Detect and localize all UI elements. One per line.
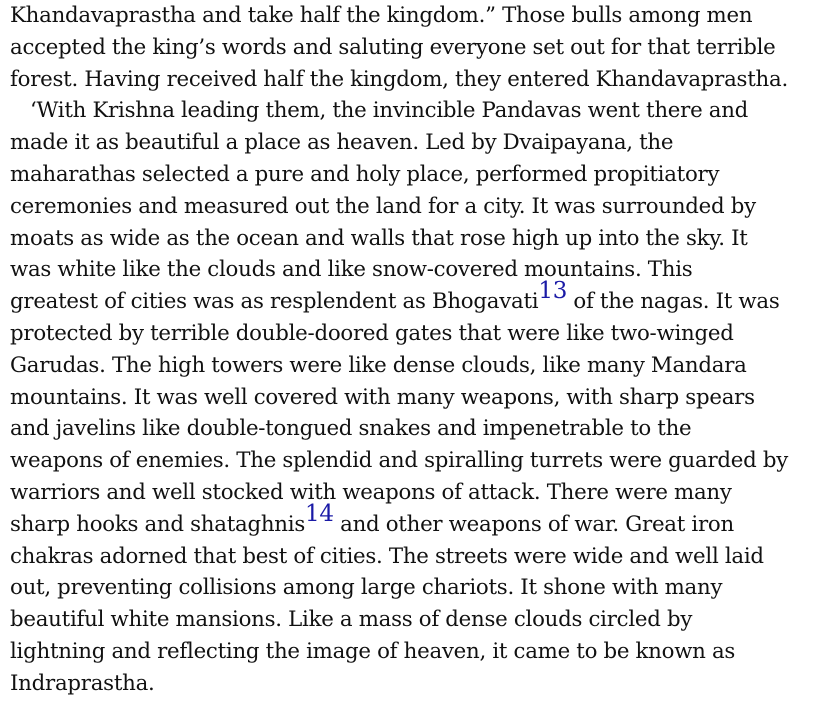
text-line: lightning and reflecting the image of heaven, it came to be known as	[10, 638, 736, 664]
text-segment: of the nagas. It was	[567, 289, 780, 315]
text-line-with-footnote	[10, 278, 832, 318]
text-line: made it as beautiful a place as heaven. Led by Dvaipayana, the	[10, 130, 674, 156]
text-line: Khandavaprastha and take half the kingdom.” Those bulls among men	[10, 3, 753, 28]
text-line: maharathas selected a pure and holy place, performed propitiatory	[10, 161, 720, 187]
paragraph-start-line: ‘With Krishna leading them, the invincible Pandavas went there and	[30, 98, 749, 124]
text-line: weapons of enemies. The splendid and spiralling turrets were guarded by	[10, 448, 788, 474]
text-line: mountains. It was well covered with many weapons, with sharp spears	[10, 384, 755, 410]
text-line: warriors and well stocked with weapons of attack. There were many	[10, 479, 732, 505]
text-segment: and other weapons of war. Great iron	[333, 511, 734, 537]
text-line: moats as wide as the ocean and walls that rose high up into the sky. It	[10, 225, 748, 251]
text-line: out, preventing collisions among large chariots. It shone with many	[10, 575, 723, 601]
text-segment: greatest of cities was as resplendent as Bhogavati	[10, 289, 539, 315]
book-page-text	[10, 0, 832, 700]
text-segment: sharp hooks and shataghnis	[10, 511, 306, 537]
footnote-link-13[interactable]: 13	[538, 278, 568, 305]
text-line: protected by terrible double-doored gates that were like two-winged	[10, 320, 734, 346]
text-line-with-footnote	[10, 500, 832, 541]
text-line: chakras adorned that best of cities. The streets were wide and well laid	[10, 543, 764, 569]
text-line: Garudas. The high towers were like dense clouds, like many Mandara	[10, 352, 747, 378]
text-line: beautiful white mansions. Like a mass of dense clouds circled by	[10, 607, 693, 633]
footnote-link-14[interactable]: 14	[305, 500, 334, 527]
text-line: ceremonies and measured out the land for a city. It was surrounded by	[10, 193, 756, 219]
text-line: was white like the clouds and like snow-covered mountains. This	[10, 257, 693, 283]
text-line: and javelins like double-tongued snakes and impenetrable to the	[10, 416, 692, 442]
text-line: forest. Having received half the kingdom, they entered Khandavaprastha.	[10, 66, 788, 92]
text-line: accepted the king’s words and saluting everyone set out for that terrible	[10, 34, 776, 60]
text-line: Indraprastha.	[10, 670, 155, 696]
